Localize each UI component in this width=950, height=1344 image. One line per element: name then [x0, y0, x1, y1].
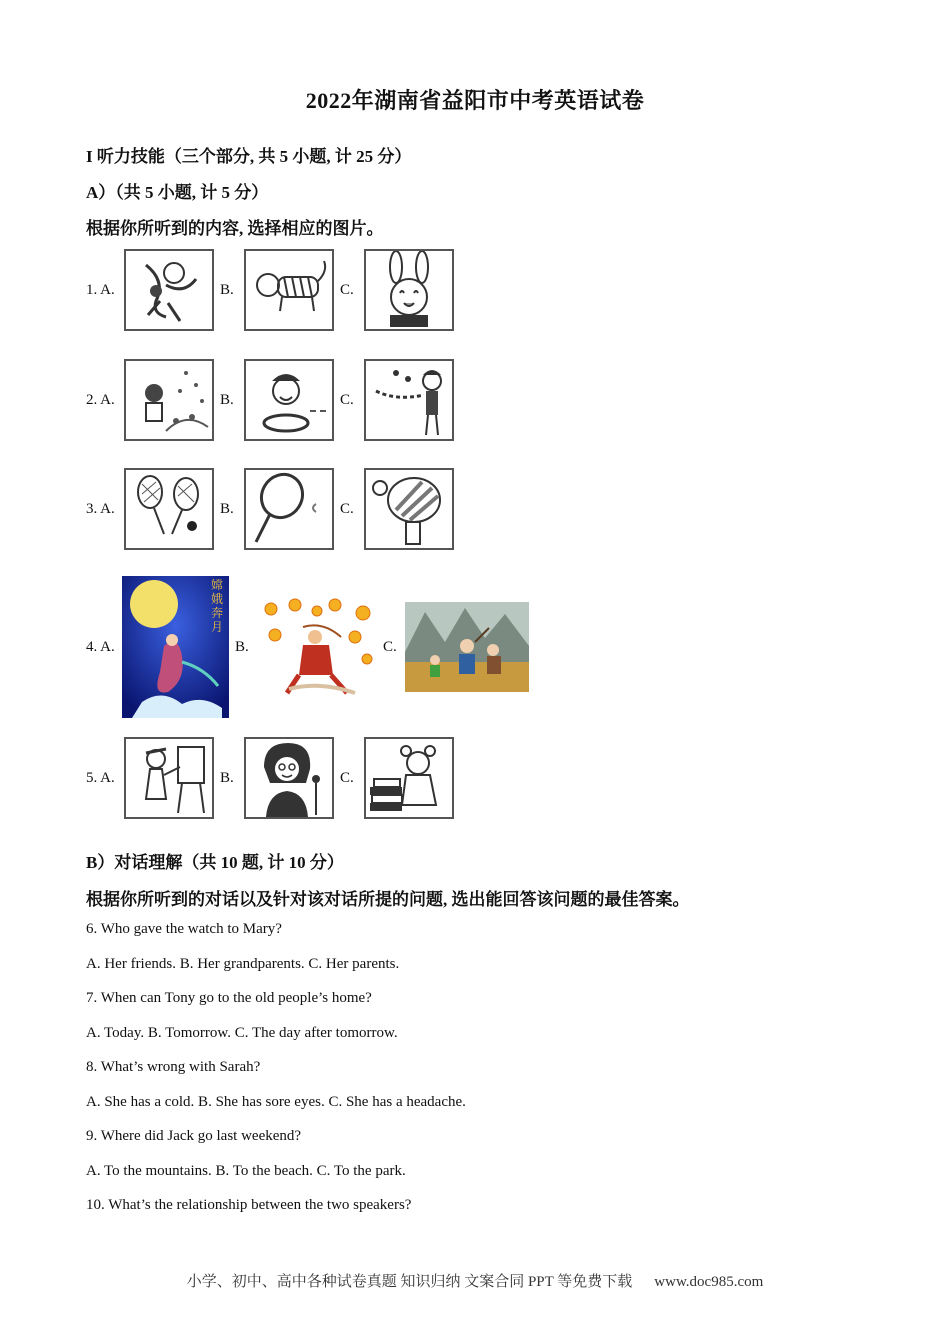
partA-instruction: 根据你所听到的内容, 选择相应的图片。	[86, 219, 384, 238]
tiger-drawing[interactable]	[244, 249, 334, 331]
boy-in-leaves-drawing[interactable]	[124, 359, 214, 441]
question-1-row	[86, 249, 454, 331]
question-5-b-label: B.	[220, 769, 234, 786]
question-2-row	[86, 359, 454, 441]
partA-heading: A）（共 5 小题, 计 5 分）	[86, 183, 269, 202]
question-3-row	[86, 468, 454, 550]
question-3-label: 3. A.	[86, 500, 115, 517]
partB-heading: B）对话理解（共 10 题, 计 10 分）	[86, 853, 344, 872]
question-1-label: 1. A.	[86, 281, 115, 298]
badminton-drawing[interactable]	[124, 468, 214, 550]
question-1-b-label: B.	[220, 281, 234, 298]
partB-instruction: 根据你所听到的对话以及针对该对话所提的问题, 选出能回答该问题的最佳答案。	[86, 890, 690, 909]
dialogue-line: 9. Where did Jack go last weekend?	[86, 1128, 302, 1144]
hou-yi-shooting-suns-picture[interactable]	[259, 597, 379, 697]
boy-swimming-drawing[interactable]	[244, 359, 334, 441]
girl-singing-drawing[interactable]	[244, 737, 334, 819]
question-2-b-label: B.	[220, 391, 234, 408]
question-4-row	[86, 575, 529, 719]
change-flying-to-moon-picture[interactable]	[122, 576, 229, 718]
question-5-c-label: C.	[340, 769, 354, 786]
question-4-b-label: B.	[235, 638, 249, 655]
question-2-c-label: C.	[340, 391, 354, 408]
boy-with-scarf-drawing[interactable]	[364, 359, 454, 441]
page-footer	[0, 1270, 950, 1291]
footer-text: 小学、初中、高中各种试卷真题 知识归纳 文案合同 PPT 等免费下载	[186, 1274, 633, 1290]
question-1-c-label: C.	[340, 281, 354, 298]
page-title: 2022年湖南省益阳市中考英语试卷	[305, 88, 645, 113]
yu-gong-moving-mountains-picture[interactable]	[405, 602, 529, 692]
dialogue-line: A. To the mountains. B. To the beach. C. To the park.	[86, 1163, 406, 1179]
person-painting-drawing[interactable]	[124, 737, 214, 819]
question-2-label: 2. A.	[86, 391, 115, 408]
ping-pong-paddle-drawing[interactable]	[364, 468, 454, 550]
question-4-label: 4. A.	[86, 638, 115, 655]
question-5-label: 5. A.	[86, 769, 115, 786]
dialogue-line: A. Today. B. Tomorrow. C. The day after tomorrow.	[86, 1025, 398, 1041]
question-3-b-label: B.	[220, 500, 234, 517]
dialogue-line: 6. Who gave the watch to Mary?	[86, 921, 282, 937]
footer-url[interactable]: www.doc985.com	[654, 1274, 764, 1290]
dialogue-line: A. Her friends. B. Her grandparents. C. Her parents.	[86, 956, 400, 972]
tennis-racket-drawing[interactable]	[244, 468, 334, 550]
question-4-c-label: C.	[383, 638, 397, 655]
dialogue-line: 10. What’s the relationship between the two speakers?	[86, 1197, 412, 1213]
monkey-drawing[interactable]	[124, 249, 214, 331]
part1-heading: I 听力技能（三个部分, 共 5 小题, 计 25 分）	[86, 147, 412, 166]
dialogue-line: A. She has a cold. B. She has sore eyes. C. She has a headache.	[86, 1094, 466, 1110]
dialogue-line: 8. What’s wrong with Sarah?	[86, 1059, 261, 1075]
question-3-c-label: C.	[340, 500, 354, 517]
rabbit-drawing[interactable]	[364, 249, 454, 331]
girl-with-books-drawing[interactable]	[364, 737, 454, 819]
question-5-row	[86, 737, 454, 819]
dialogue-line: 7. When can Tony go to the old people’s home?	[86, 990, 372, 1006]
moon-picture-text: 嫦娥奔月	[211, 578, 224, 634]
